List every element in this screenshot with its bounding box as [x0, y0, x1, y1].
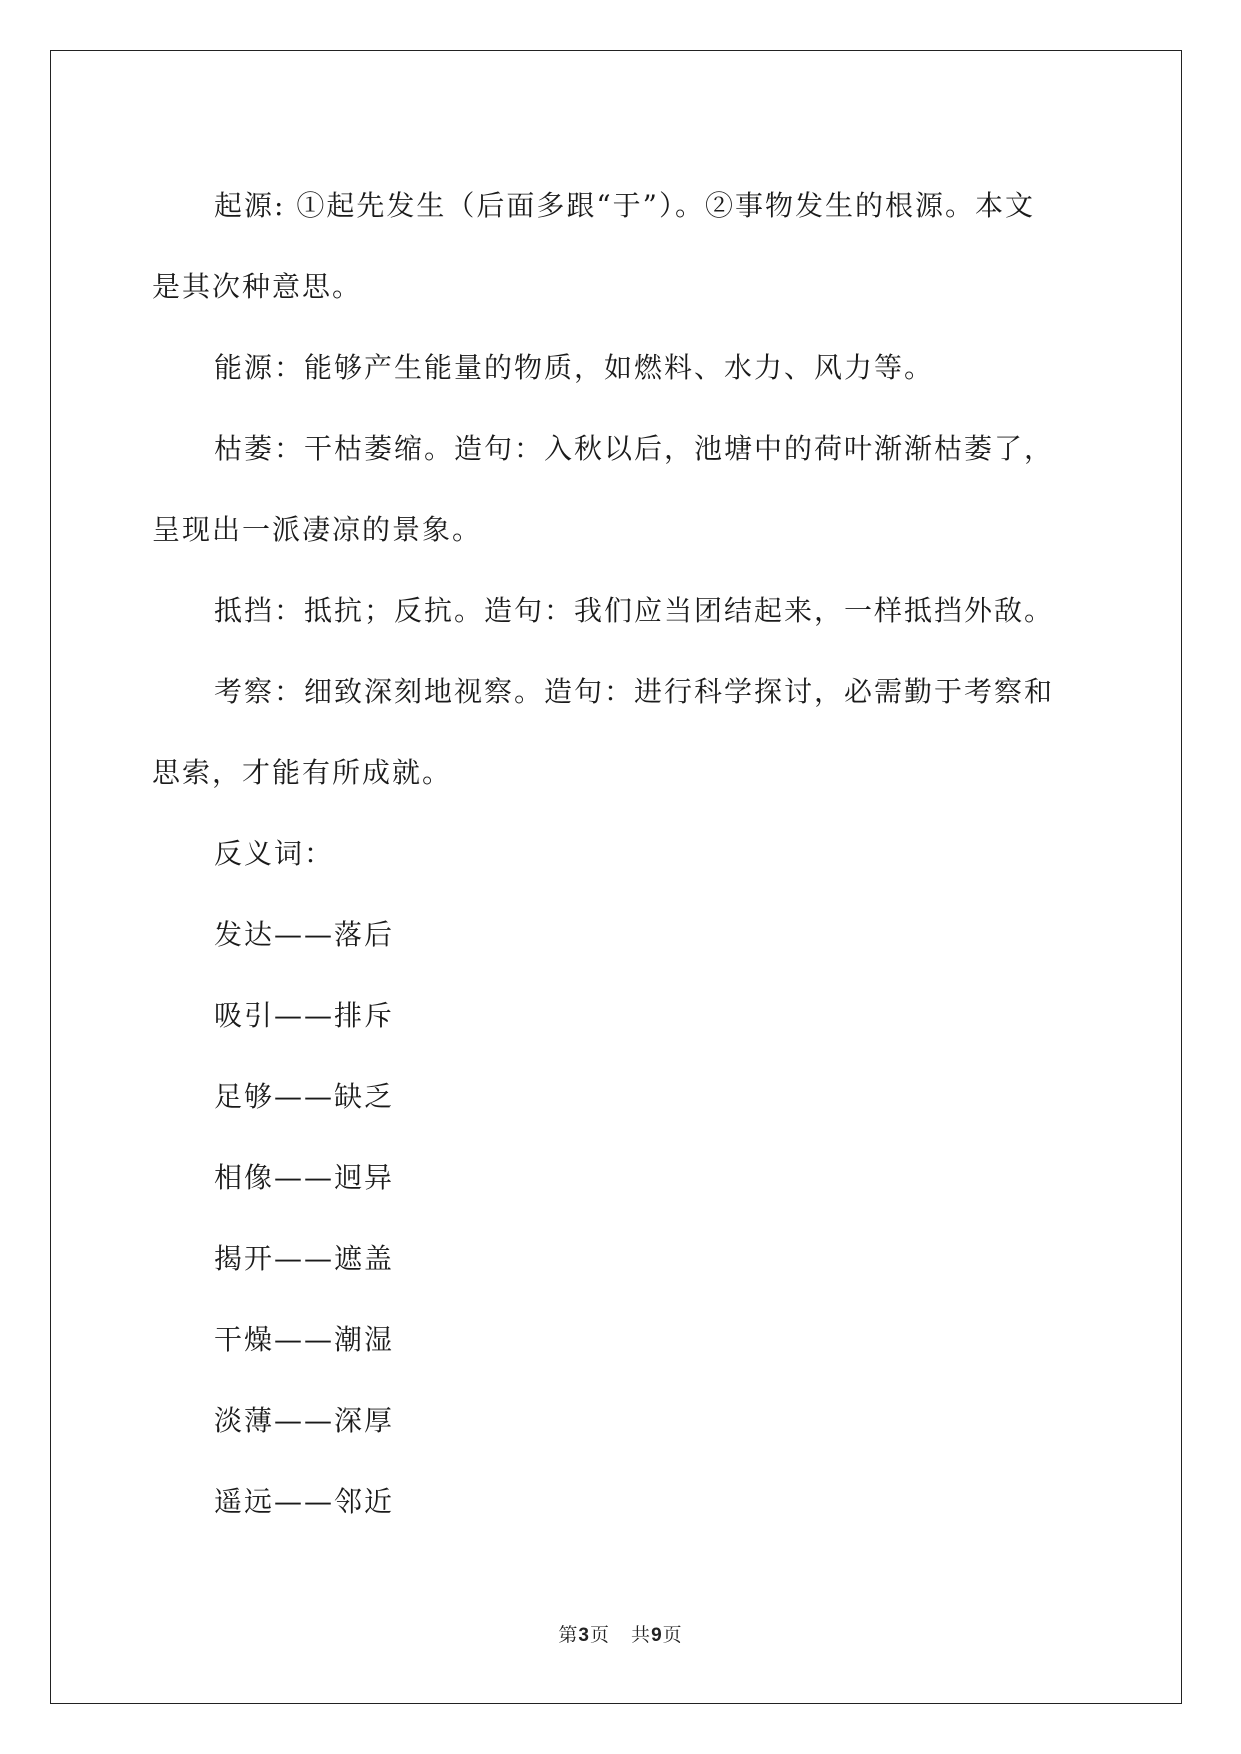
antonym-pair: 干燥——潮湿: [214, 1323, 395, 1356]
text-line: 抵挡：抵抗；反抗。造句：我们应当团结起来，一样抵挡外敌。: [214, 594, 1055, 627]
text-line: 枯萎：干枯萎缩。造句：入秋以后，池塘中的荷叶渐渐枯萎了，: [214, 432, 1055, 465]
footer-suffix: 页: [662, 1624, 683, 1646]
text-line: 呈现出一派凄凉的景象。: [152, 513, 483, 546]
antonym-pair: 相像——迥异: [214, 1161, 395, 1194]
total-page-number: 9: [651, 1625, 663, 1646]
text-line: 能源：能够产生能量的物质，如燃料、水力、风力等。: [214, 351, 935, 384]
text-line: 是其次种意思。: [152, 270, 363, 303]
text-line: 考察：细致深刻地视察。造句：进行科学探讨，必需勤于考察和: [214, 675, 1055, 708]
antonym-pair: 足够——缺乏: [214, 1080, 395, 1113]
antonym-pair: 揭开——遮盖: [214, 1242, 395, 1275]
antonym-pair: 遥远——邻近: [214, 1485, 395, 1518]
antonyms-heading: 反义词：: [214, 837, 335, 870]
footer-prefix: 第: [558, 1624, 579, 1646]
document-body: [152, 165, 1092, 1542]
antonym-pair: 淡薄——深厚: [214, 1404, 395, 1437]
footer-middle: 页 共: [589, 1624, 652, 1646]
text-line: 思索，才能有所成就。: [152, 756, 453, 789]
antonym-pair: 吸引——排斥: [214, 999, 395, 1032]
text-line: 起源: ①起先发生（后面多跟“于”）。②事物发生的根源。本文: [214, 189, 1035, 222]
current-page-number: 3: [578, 1625, 590, 1646]
antonym-pair: 发达——落后: [214, 918, 395, 951]
page-footer: [0, 1620, 1241, 1647]
